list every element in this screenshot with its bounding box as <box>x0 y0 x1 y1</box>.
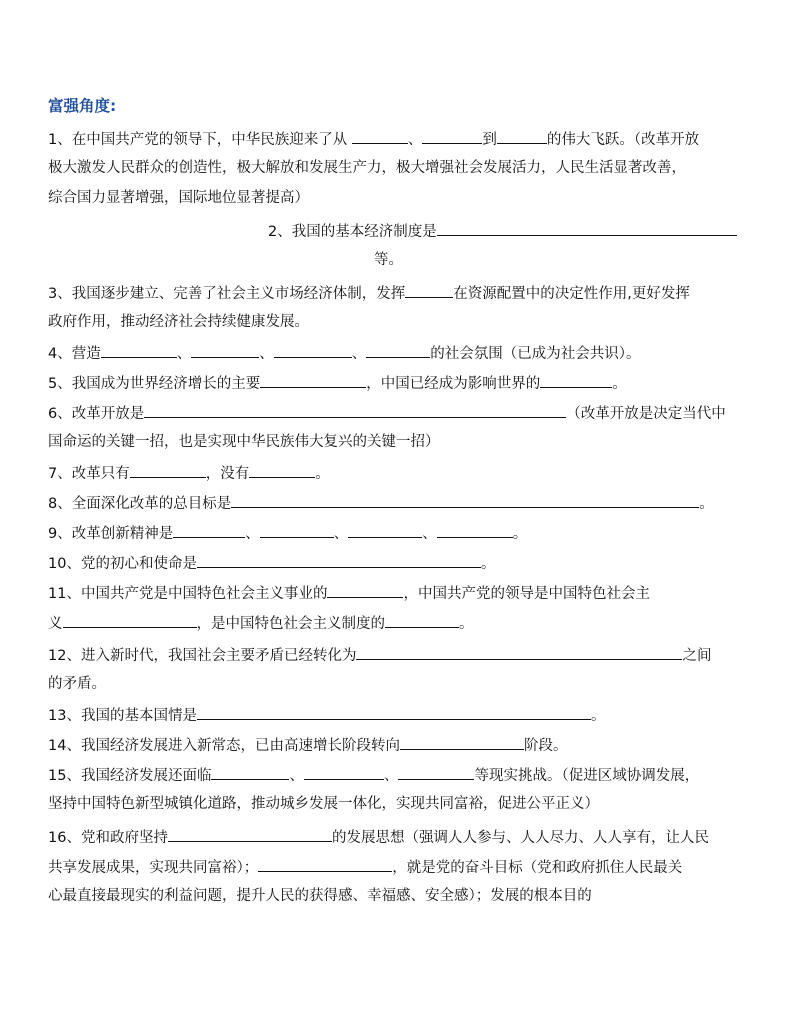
line-text: 的矛盾。 <box>48 676 106 692</box>
line-text: 阶段。 <box>523 738 568 754</box>
line-text: 、 <box>176 346 192 362</box>
answer-blank[interactable] <box>260 522 334 538</box>
answer-blank[interactable] <box>400 734 524 750</box>
line-text: 、 <box>422 526 437 542</box>
question-line <box>48 158 686 178</box>
question-line <box>48 644 711 666</box>
answer-blank[interactable] <box>260 372 366 388</box>
answer-blank[interactable] <box>437 220 737 236</box>
question-line <box>48 402 726 424</box>
question-line <box>374 250 403 270</box>
answer-blank[interactable] <box>191 342 259 358</box>
answer-blank[interactable] <box>437 522 513 538</box>
question-line <box>48 674 106 694</box>
answer-blank[interactable] <box>540 372 612 388</box>
line-text: 。 <box>590 708 606 724</box>
section-heading: 富强角度: <box>48 97 117 115</box>
line-text: 、 <box>259 346 274 362</box>
line-text: 10、党的初心和使命是 <box>48 556 197 572</box>
line-text: ，没有 <box>205 466 250 482</box>
answer-blank[interactable] <box>327 582 403 598</box>
line-text: 、 <box>245 526 260 542</box>
line-text: 3、我国逐步建立、完善了社会主义市场经济体制，发挥 <box>48 286 406 302</box>
line-text: 8、全面深化改革的总目标是 <box>48 496 232 512</box>
answer-blank[interactable] <box>352 128 408 144</box>
line-text: 义 <box>48 616 63 632</box>
line-text: 2、我国的基本经济制度是 <box>268 224 437 240</box>
question-line <box>48 612 474 634</box>
line-text: 、 <box>333 526 349 542</box>
question-line <box>48 522 527 544</box>
line-text: 13、我国的基本国情是 <box>48 708 197 724</box>
answer-blank[interactable] <box>304 764 384 780</box>
answer-blank[interactable] <box>422 128 482 144</box>
question-line <box>48 462 330 484</box>
answer-blank[interactable] <box>356 644 682 660</box>
answer-blank[interactable] <box>168 826 332 842</box>
question-line <box>48 582 650 604</box>
line-text: 的社会氛围（已成为社会共识）。 <box>430 346 641 362</box>
question-line <box>48 826 709 848</box>
line-text: ，中国已经成为影响世界的 <box>366 376 541 392</box>
question-line <box>48 372 627 394</box>
line-text: （改革开放是决定当代中 <box>566 406 726 422</box>
line-text: 到 <box>482 132 497 148</box>
line-text: 、 <box>383 768 399 784</box>
line-text: 。 <box>480 556 496 572</box>
answer-blank[interactable] <box>211 764 289 780</box>
answer-blank[interactable] <box>249 462 315 478</box>
line-text: 坚持中国特色新型城镇化道路，推动城乡发展一体化，实现共同富裕，促进公平正义） <box>48 796 599 812</box>
answer-blank[interactable] <box>231 492 699 508</box>
line-text: 极大激发人民群众的创造性，极大解放和发展生产力，极大增强社会发展活力，人民生活显著改善， <box>48 160 686 176</box>
question-line <box>268 220 737 242</box>
answer-blank[interactable] <box>348 522 422 538</box>
line-text: 。 <box>512 526 528 542</box>
line-text: 14、我国经济发展进入新常态，已由高速增长阶段转向 <box>48 738 400 754</box>
line-text: 之间 <box>682 648 712 664</box>
line-text: 等。 <box>374 252 403 268</box>
line-text: 综合国力显著增强，国际地位显著提高） <box>48 190 309 206</box>
answer-blank[interactable] <box>398 764 474 780</box>
line-text: 、 <box>351 346 367 362</box>
answer-blank[interactable] <box>130 462 206 478</box>
line-text: 。 <box>315 466 330 482</box>
line-text: 共享发展成果，实现共同富裕）； <box>48 860 259 876</box>
answer-blank[interactable] <box>385 612 459 628</box>
line-text: 国命运的关键一招，也是实现中华民族伟大复兴的关键一招） <box>48 434 440 450</box>
line-text: 4、营造 <box>48 346 101 362</box>
line-text: 心最直接最现实的利益问题，提升人民的获得感、幸福感、安全感）；发展的根本目的 <box>48 888 592 904</box>
answer-blank[interactable] <box>197 704 591 720</box>
line-text: ，是中国特色社会主义制度的 <box>196 616 385 632</box>
line-text: 12、进入新时代，我国社会主要矛盾已经转化为 <box>48 648 357 664</box>
line-text: ，中国共产党的领导是中国特色社会主 <box>403 586 650 602</box>
answer-blank[interactable] <box>197 552 481 568</box>
question-line <box>48 188 309 208</box>
line-text: 。 <box>612 376 627 392</box>
answer-blank[interactable] <box>366 342 430 358</box>
line-text: 、 <box>407 132 423 148</box>
question-line <box>48 492 714 514</box>
line-text: 7、改革只有 <box>48 466 130 482</box>
line-text: 。 <box>459 616 474 632</box>
line-text: 11、中国共产党是中国特色社会主义事业的 <box>48 586 328 602</box>
line-text: 6、改革开放是 <box>48 406 145 422</box>
question-line <box>48 886 592 906</box>
line-text: 5、我国成为世界经济增长的主要 <box>48 376 261 392</box>
question-line <box>48 282 690 304</box>
line-text: 9、改革创新精神是 <box>48 526 174 542</box>
question-line <box>48 552 495 574</box>
line-text: 的伟大飞跃。（改革开放 <box>546 132 700 148</box>
line-text: 、 <box>289 768 304 784</box>
line-text: 16、党和政府坚持 <box>48 830 168 846</box>
question-line <box>48 856 682 878</box>
line-text: 1、在中国共产党的领导下，中华民族迎来了从 <box>48 132 352 148</box>
answer-blank[interactable] <box>497 128 547 144</box>
answer-blank[interactable] <box>173 522 245 538</box>
answer-blank[interactable] <box>63 612 197 628</box>
answer-blank[interactable] <box>274 342 352 358</box>
line-text: 政府作用，推动经济社会持续健康发展。 <box>48 314 309 330</box>
question-line <box>48 342 640 364</box>
question-line <box>48 312 309 332</box>
question-line <box>48 432 440 452</box>
answer-blank[interactable] <box>405 282 453 298</box>
line-text: 等现实挑战。（促进区域协调发展， <box>474 768 700 784</box>
line-text: 。 <box>699 496 714 512</box>
answer-blank[interactable] <box>144 402 566 418</box>
question-line <box>48 764 699 786</box>
question-line <box>48 128 699 150</box>
question-line <box>48 794 599 814</box>
answer-blank[interactable] <box>258 856 392 872</box>
question-line <box>48 704 605 726</box>
line-text: 的发展思想（强调人人参与、人人尽力、人人享有，让人民 <box>331 830 709 846</box>
question-line <box>48 734 567 756</box>
line-text: 在资源配置中的决定性作用,更好发挥 <box>453 286 690 302</box>
line-text: ，就是党的奋斗目标（党和政府抓住人民最关 <box>392 860 683 876</box>
answer-blank[interactable] <box>101 342 177 358</box>
line-text: 15、我国经济发展还面临 <box>48 768 212 784</box>
